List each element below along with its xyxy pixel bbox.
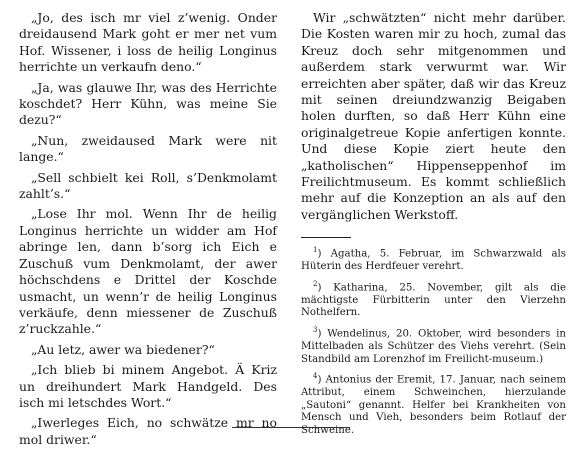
dialogue-paragraph: „Jo, des isch mr viel z’wenig. Onder dreidausend Mark goht er mer net vum Hof. Wissener, i loss de heilig Longinus herrichte un verkaufn deno.“: [19, 10, 277, 75]
footnote-4: $^4$) Antonius der Eremit, 17. Januar, nach seinem Attribut, einem Schweinchen, hierzulande „Sautoni“ genannt. Helfer bei Krankheiten von Mensch und Vieh, besonders beim Rotlauf der Schweine.: [301, 372, 566, 436]
page-bottom-rule: [232, 427, 350, 428]
footnote-text: Agatha, 5. Februar, im Schwarzwald als Hüterin des Herdfeuer verehrt.: [301, 248, 566, 273]
dialogue-paragraph: „Ja, was glauwe Ihr, was des Herrichte koschdet? Herr Kühn, was meine Sie dezu?“: [19, 79, 277, 128]
footnote-text: Antonius der Eremit, 17. Januar, nach seinem Attribut, einem Schweinchen, hierzulande „Sautoni“ genannt. Helfer bei Krankheiten von Mensch und Vieh, besonders beim Rotlauf der Schweine.: [301, 374, 566, 436]
footnote-number: 1: [313, 246, 318, 255]
footnote-divider: [301, 237, 351, 238]
footnote-1: $^1$) Agatha, 5. Februar, im Schwarzwald als Hüterin des Herdfeuer verehrt.: [301, 246, 566, 273]
right-column: [301, 10, 566, 442]
dialogue-paragraph: „Nun, zweidaused Mark were nit lange.“: [19, 132, 277, 165]
dialogue-paragraph: „Iwerleges Eich, no schwätze mr no mol driwer.“: [19, 415, 277, 447]
dialogue-paragraph: „Sell schbielt kei Roll, s’Denkmolamt zahlt’s.“: [19, 169, 277, 202]
footnote-number: 4: [313, 372, 318, 381]
footnote-number: 2: [313, 279, 318, 288]
dialogue-paragraph: „Au letz, awer wa biedener?“: [31, 341, 215, 357]
footnote-2: $^2$) Katharina, 25. November, gilt als die mächtigste Fürbitterin unter den Vierzehn Nothelfern.: [301, 279, 566, 319]
footnote-3: $^3$) Wendelinus, 20. Oktober, wird besonders in Mittelbaden als Schützer des Viehs verehrt. (Sein Standbild am Lorenzhof im Freilicht-museum.): [301, 326, 566, 365]
dialogue-paragraph: „Lose Ihr mol. Wenn Ihr de heilig Longinus herrichte un widder am Hof abringe len, dann b’sorg ich Eich e Zuschuß vum Denkmolamt, der awer höchschdens e Drittel der Koschde usmacht, un wenn’r de heilig Longinus verkäufe, denn miessener de Zuschuß z’ruckzahle.“: [19, 206, 277, 337]
footnote-text: Katharina, 25. November, gilt als die mächtigste Fürbitterin unter den Vierzehn Nothelfern.: [301, 282, 566, 319]
left-column: [19, 10, 277, 452]
body-paragraph: Wir „schwätzten“ nicht mehr darüber. Die Kosten waren mir zu hoch, zumal das Kreuz doch sehr mitgenommen und außerdem stark verwurmt war. Wir erreichten aber später, daß wir das Kreuz mit seinen dreiundzwanzig Beigaben holen durften, so daß Herr Kühn eine originalgetreue Kopie anfertigen konnte. Und diese Kopie ziert heute den „katholischen“ Hippenseppenhof im Freilichtmuseum. Es kommt schließlich mehr auf die Konzeption an als auf den vergänglichen Werkstoff.: [301, 10, 566, 222]
footnote-text: Wendelinus, 20. Oktober, wird besonders in Mittelbaden als Schützer des Viehs verehrt. (Sein Standbild am Lorenzhof im Freilicht-museum.): [301, 328, 566, 365]
dialogue-paragraph: „Ich blieb bi minem Angebot. Ä Kriz un dreihundert Mark Handgeld. Des isch mi letschdes Wort.“: [19, 362, 277, 410]
footnote-number: 3: [313, 326, 318, 335]
